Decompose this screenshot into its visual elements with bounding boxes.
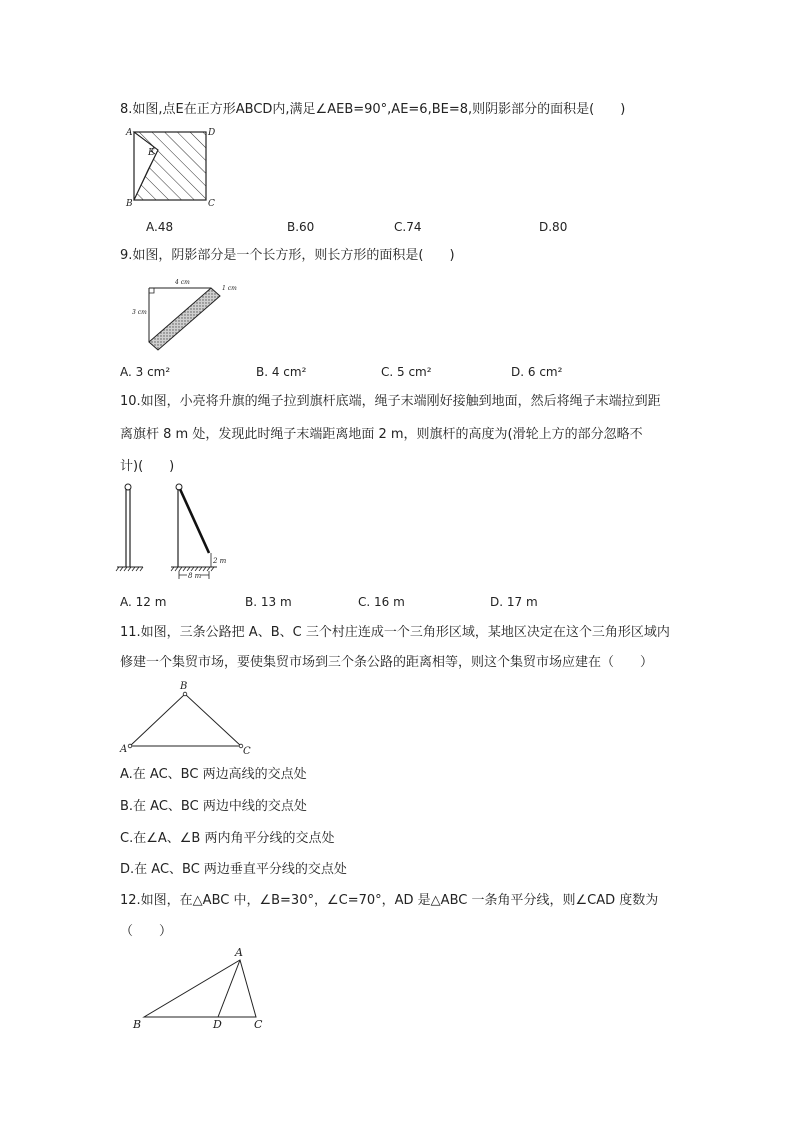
q11-option-a[interactable]: A.在 AC、BC 两边高线的交点处 bbox=[120, 767, 307, 782]
q11-option-c[interactable]: C.在∠A、∠B 两内角平分线的交点处 bbox=[120, 831, 335, 846]
q11-label-b: B bbox=[180, 681, 188, 692]
q11-village-a bbox=[128, 744, 132, 748]
q9-shaded-rectangle bbox=[149, 288, 220, 350]
q11-option-b[interactable]: B.在 AC、BC 两边中线的交点处 bbox=[120, 799, 307, 814]
q11-option-d[interactable]: D.在 AC、BC 两边垂直平分线的交点处 bbox=[120, 862, 347, 877]
q9-label-right: 1 cm bbox=[222, 285, 237, 292]
q10-stem-line-3: 计)( ) bbox=[120, 459, 175, 474]
q10-ground-hatch-2 bbox=[171, 567, 214, 571]
q11-stem-line-1: 11.如图，三条公路把 A、B、C 三个村庄连成一个三角形区域，某地区决定在这个三角形区域内 bbox=[120, 625, 670, 640]
q8-label-b: B bbox=[126, 199, 133, 209]
q9-option-b[interactable]: B. 4 cm² bbox=[256, 365, 307, 379]
q10-ground-hatch bbox=[116, 567, 143, 571]
q8-label-a: A bbox=[126, 128, 133, 138]
q11-label-a: A bbox=[120, 744, 128, 755]
q9-figure bbox=[130, 278, 240, 350]
q10-figure-left bbox=[117, 483, 147, 575]
q12-label-d: D bbox=[213, 1018, 222, 1031]
q12-figure bbox=[130, 946, 280, 1036]
q10-stem-line-2: 离旗杆 8 m 处，发现此时绳子末端距离地面 2 m，则旗杆的高度为(滑轮上方的部分忽略不 bbox=[120, 427, 643, 442]
q10-option-a[interactable]: A. 12 m bbox=[120, 595, 167, 609]
q12-label-a: A bbox=[235, 946, 243, 959]
q8-option-a[interactable]: A.48 bbox=[146, 220, 174, 234]
q12-stem-line-2: （ ） bbox=[120, 924, 173, 939]
q8-label-e: E bbox=[148, 148, 155, 158]
q12-triangle-abc bbox=[144, 960, 256, 1017]
q11-stem-line-2: 修建一个集贸市场，要使集贸市场到三个条公路的距离相等，则这个集贸市场应建在（ ） bbox=[120, 655, 654, 670]
q12-label-c: C bbox=[254, 1018, 263, 1031]
q10-option-d[interactable]: D. 17 m bbox=[490, 595, 538, 609]
q10-label-distance: 8 m bbox=[188, 572, 202, 580]
q9-label-top: 4 cm bbox=[175, 279, 190, 286]
q9-option-a[interactable]: A. 3 cm² bbox=[120, 365, 171, 379]
q8-shaded-region bbox=[134, 132, 206, 200]
q10-label-height: 2 m bbox=[213, 557, 227, 565]
q8-option-c[interactable]: C.74 bbox=[394, 220, 422, 234]
q10-figure-right bbox=[171, 483, 241, 581]
q12-stem-line-1: 12.如图，在△ABC 中，∠B=30°，∠C=70°，AD 是△ABC 一条角平分线，则∠CAD 度数为 bbox=[120, 893, 659, 908]
q10-option-c[interactable]: C. 16 m bbox=[358, 595, 405, 609]
q12-bisector-ad bbox=[218, 960, 240, 1017]
q8-label-c: C bbox=[208, 199, 215, 209]
q10-rope-pulled bbox=[180, 489, 209, 553]
q8-figure bbox=[122, 128, 216, 209]
q9-stem: 9.如图，阴影部分是一个长方形，则长方形的面积是( ) bbox=[120, 248, 455, 263]
q9-right-angle-mark bbox=[149, 288, 154, 293]
q8-label-d: D bbox=[208, 128, 216, 138]
q8-option-b[interactable]: B.60 bbox=[287, 220, 315, 234]
q11-label-c: C bbox=[243, 746, 251, 757]
q9-option-d[interactable]: D. 6 cm² bbox=[511, 365, 563, 379]
q9-label-left: 3 cm bbox=[132, 309, 147, 316]
q10-stem-line-1: 10.如图，小亮将升旗的绳子拉到旗杆底端，绳子末端刚好接触到地面，然后将绳子末端拉到距 bbox=[120, 394, 661, 409]
q8-option-d[interactable]: D.80 bbox=[539, 220, 568, 234]
q11-figure bbox=[116, 678, 256, 758]
q9-option-c[interactable]: C. 5 cm² bbox=[381, 365, 432, 379]
q12-label-b: B bbox=[133, 1018, 142, 1031]
q8-stem: 8.如图,点E在正方形ABCD内,满足∠AEB=90°,AE=6,BE=8,则阴影部分的面积是( ) bbox=[120, 102, 626, 117]
q10-option-b[interactable]: B. 13 m bbox=[245, 595, 292, 609]
q11-triangle-abc bbox=[130, 694, 241, 746]
q11-village-b bbox=[183, 692, 187, 696]
